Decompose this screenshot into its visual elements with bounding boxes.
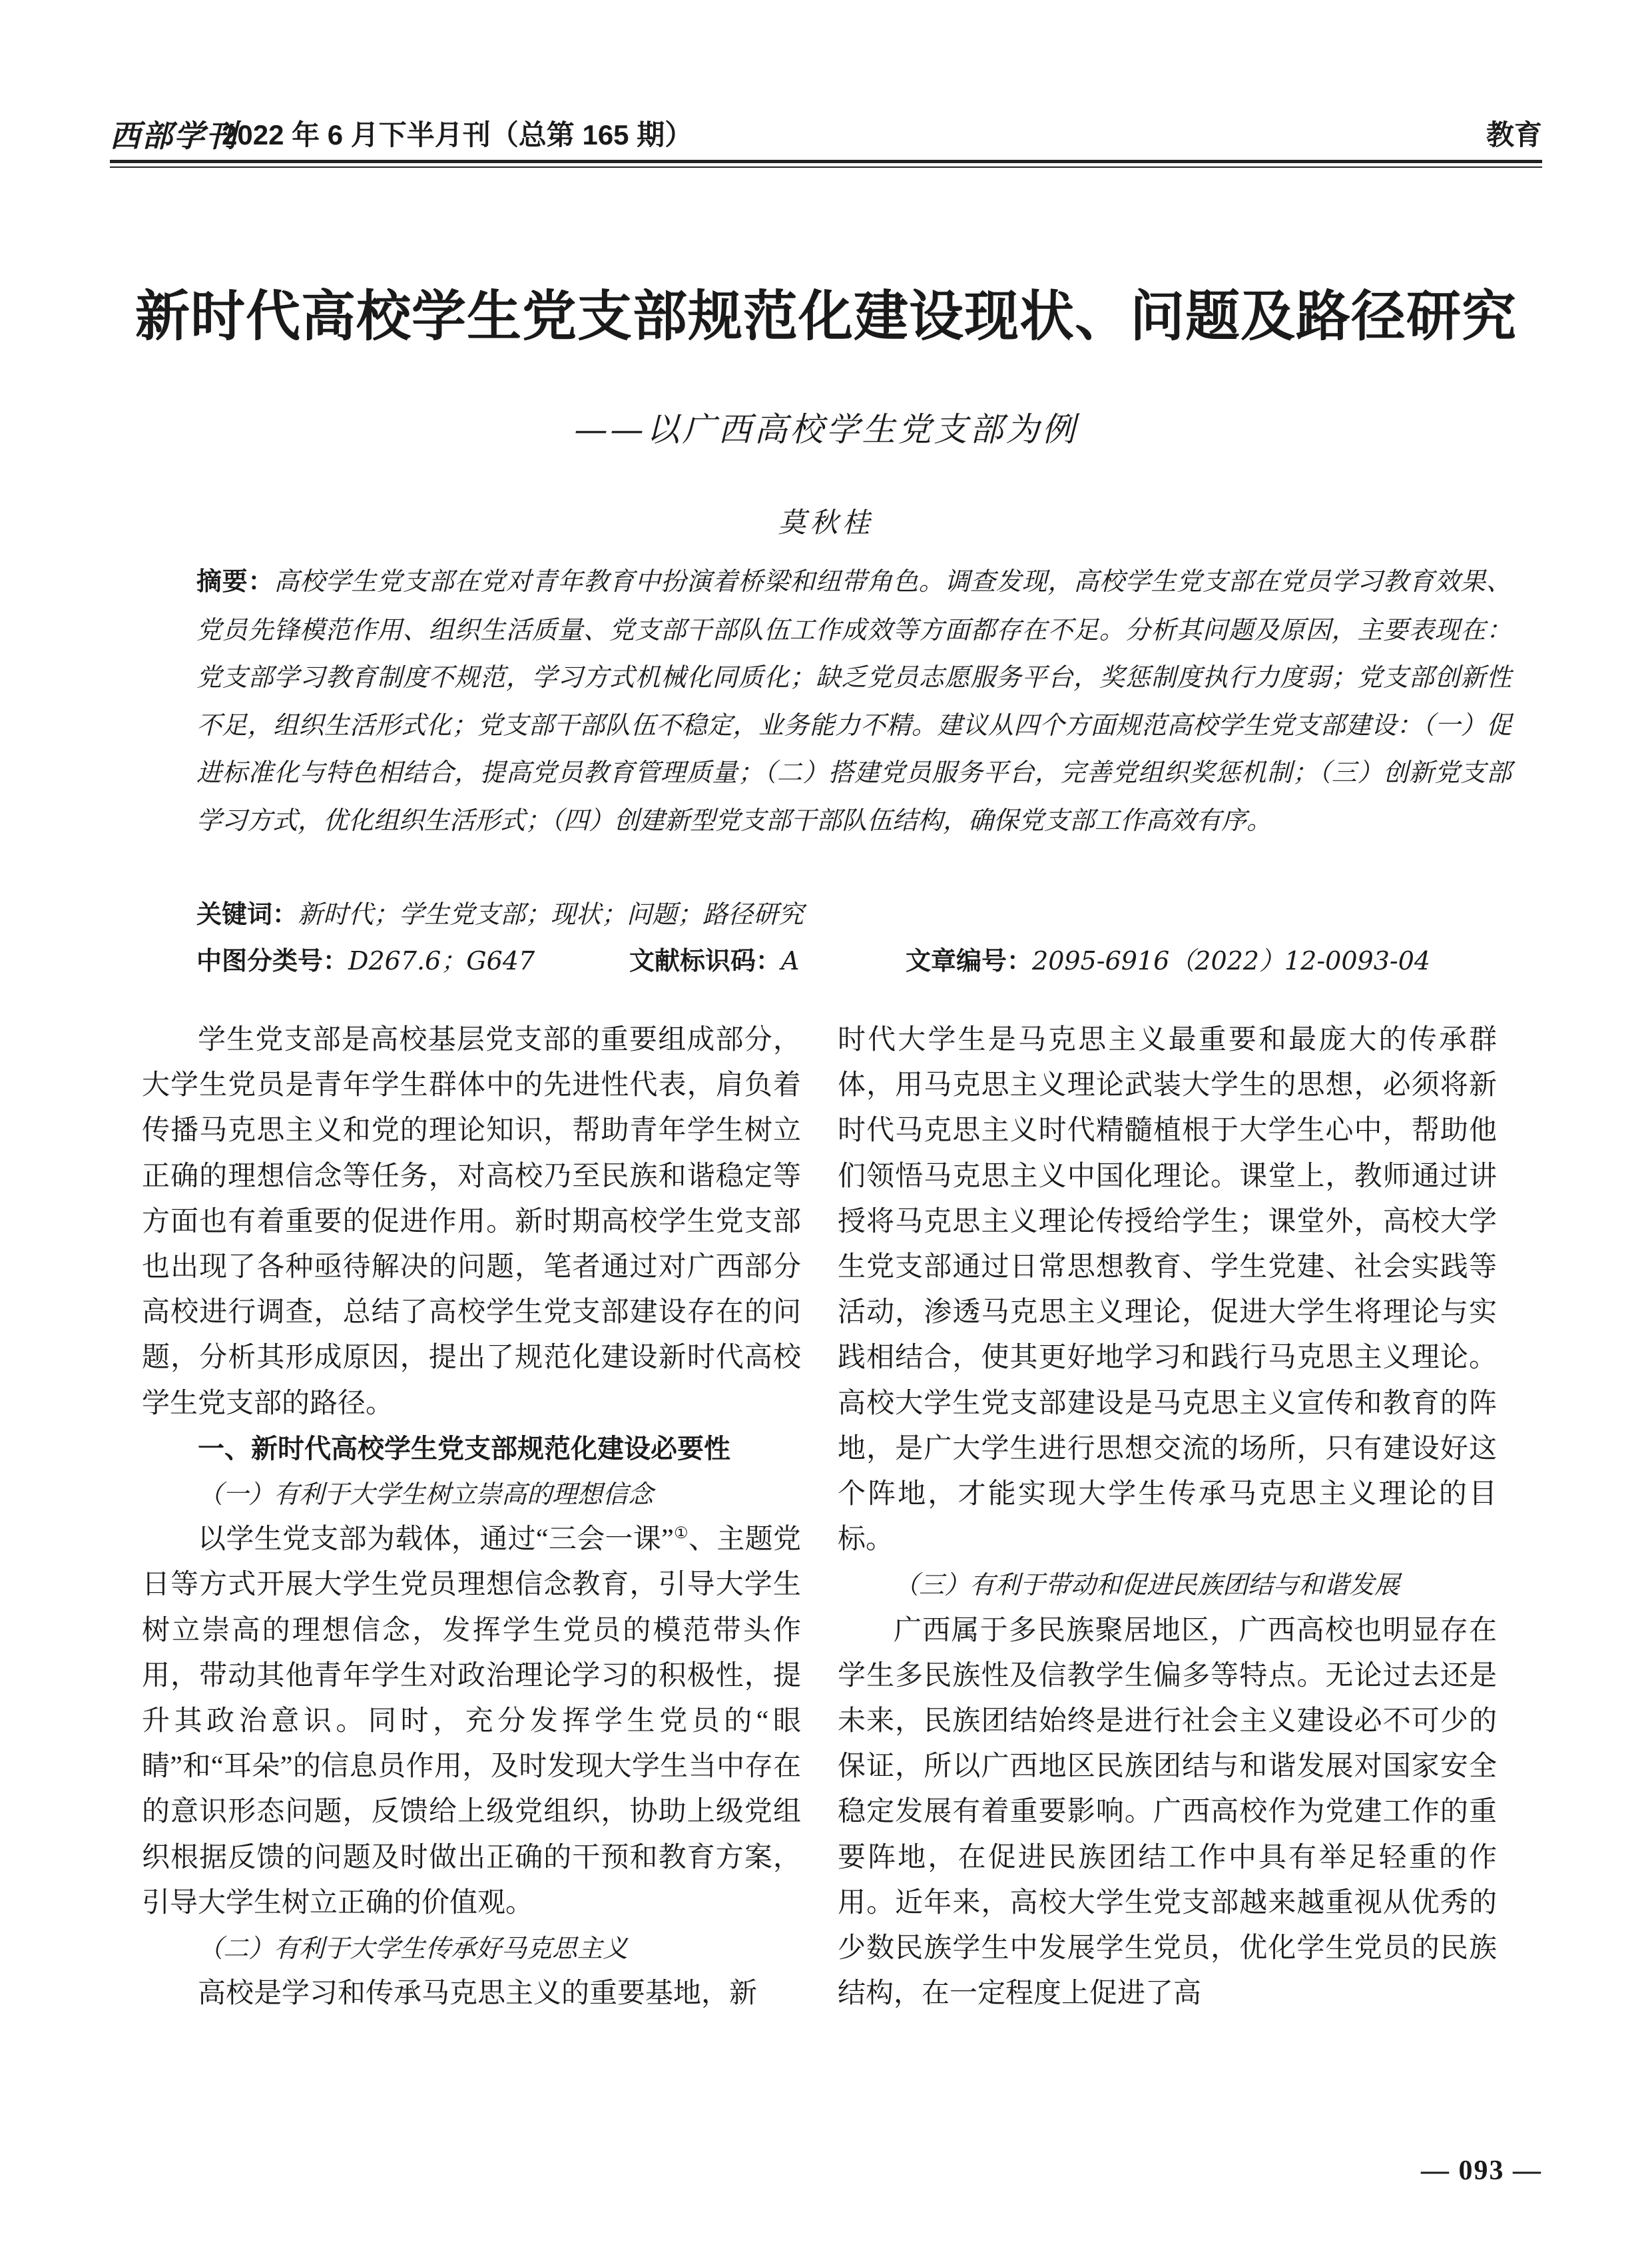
paragraph-marxism-start: 高校是学习和传承马克思主义的重要基地，新	[198, 1978, 758, 2010]
paragraph-marxism-cont: 时代大学生是马克思主义最重要和最庞大的传承群体，用马克思主义理论武装大学生的思想，必须将新时代马克思主义时代精髓植根于大学生心中，帮助他们领悟马克思主义中国化理论。课堂上，教师通过讲授将马克思主义理论传授给学生；课堂外，高校大学生党支部通过日常思想教育、学生党建、社会实践等活动，渗透马克思主义理论，促进大学生将理论与实践相结合，使其更好地学习和践行马克思主义理论。高校大学生党支部建设是马克思主义宣传和教育的阵地，是广大学生进行思想交流的场所，只有建设好这个阵地，才能实现大学生传承马克思主义理论的目标。	[838, 1025, 1497, 1555]
article-subtitle: ——以广西高校学生党支部为例	[574, 410, 1078, 449]
page-number: — 093 —	[1421, 2155, 1542, 2186]
section-heading-1: 一、新时代高校学生党支部规范化建设必要性	[198, 1434, 730, 1464]
keywords-block	[196, 891, 1512, 938]
article-number-label: 文章编号：	[906, 948, 1033, 976]
clc-value: D267.6；G647	[348, 946, 535, 976]
doc-code-label: 文献标识码：	[629, 948, 782, 976]
header-rule-thick	[110, 160, 1542, 163]
abstract-label: 摘要：	[196, 568, 274, 596]
paragraph-ideals	[142, 1517, 801, 1926]
journal-logo: 西部学刊	[110, 119, 238, 153]
paragraph-ideals-part1: 以学生党支部为载体，通过“三会一课”	[198, 1524, 674, 1555]
footnote-marker: ①	[673, 1525, 688, 1543]
subsection-heading-3: （三）有利于带动和促进民族团结与和谐发展	[894, 1570, 1400, 1600]
section-tag: 教育	[1486, 119, 1542, 150]
body-column-right	[838, 1017, 1497, 2016]
abstract-block	[196, 558, 1512, 845]
subsection-heading-1: （一）有利于大学生树立崇高的理想信念	[198, 1480, 654, 1510]
clc-label: 中图分类号：	[196, 948, 349, 976]
subsection-heading-2: （二）有利于大学生传承好马克思主义	[198, 1934, 629, 1964]
article-number	[906, 938, 1430, 985]
abstract-text: 高校学生党支部在党对青年教育中扮演着桥梁和纽带角色。调查发现，高校学生党支部在党员学习教育效果、党员先锋模范作用、组织生活质量、党支部干部队伍工作成效等方面都存在不足。分析其问题及原因，主要表现在：党支部学习教育制度不规范，学习方式机械化同质化；缺乏党员志愿服务平台，奖惩制度执行力度弱；党支部创新性不足，组织生活形式化；党支部干部队伍不稳定，业务能力不精。建议从四个方面规范高校学生党支部建设：（一）促进标准化与特色相结合，提高党员教育管理质量；（二）搭建党员服务平台，完善党组织奖惩机制；（三）创新党支部学习方式，优化组织生活形式；（四）创建新型党支部干部队伍结构，确保党支部工作高效有序。	[196, 567, 1512, 835]
keywords-text: 新时代；学生党支部；现状；问题；路径研究	[298, 900, 804, 929]
keywords-label: 关键词：	[196, 901, 298, 929]
document-code	[629, 938, 799, 985]
article-number-value: 2095-6916（2022）12-0093-04	[1032, 946, 1431, 976]
body-column-left	[142, 1017, 801, 2016]
paragraph-ideals-part2: 、主题党日等方式开展大学生党员理想信念教育，引导大学生树立崇高的理想信念，发挥学生党员的模范带头作用，带动其他青年学生对政治理论学习的积极性，提升其政治意识。同时，充分发挥学生党员的“眼睛”和“耳朵”的信息员作用，及时发现大学生当中存在的意识形态问题，反馈给上级党组织，协助上级党组织根据反馈的问题及时做出正确的干预和教育方案，引导大学生树立正确的价值观。	[142, 1524, 801, 1918]
running-header	[110, 112, 1542, 158]
intro-paragraph: 学生党支部是高校基层党支部的重要组成部分，大学生党员是青年学生群体中的先进性代表，肩负着传播马克思主义和党的理论知识，帮助青年学生树立正确的理想信念等任务，对高校乃至民族和谐稳定等方面也有着重要的促进作用。新时期高校学生党支部也出现了各种亟待解决的问题，笔者通过对广西部分高校进行调查，总结了高校学生党支部建设存在的问题，分析其形成原因，提出了规范化建设新时代高校学生党支部的路径。	[142, 1025, 801, 1419]
journal-issue: 2022 年 6 月下半月刊（总第 165 期）	[222, 119, 693, 150]
paragraph-ethnic-unity: 广西属于多民族聚居地区，广西高校也明显存在学生多民族性及信教学生偏多等特点。无论过去还是未来，民族团结始终是进行社会主义建设必不可少的保证，所以广西地区民族团结与和谐发展对国家安全稳定发展有着重要影响。广西高校作为党建工作的重要阵地，在促进民族团结工作中具有举足轻重的作用。近年来，高校大学生党支部越来越重视从优秀的少数民族学生中发展学生党员，优化学生党员的民族结构，在一定程度上促进了高	[838, 1615, 1497, 2010]
author-name: 莫秋桂	[778, 506, 874, 539]
clc-number	[196, 938, 535, 985]
header-rule-thin	[110, 166, 1542, 168]
doc-code-value: A	[781, 946, 800, 976]
article-title: 新时代高校学生党支部规范化建设现状、问题及路径研究	[135, 286, 1517, 347]
